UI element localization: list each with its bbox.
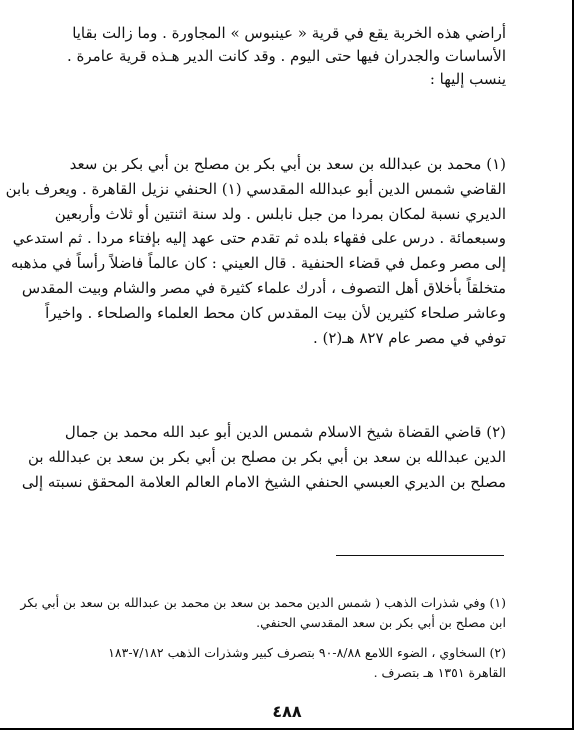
- text-line: متخلقاً بأخلاق أهل التصوف ، أدرك علماء كثيرة في مصر والشام وبيت المقدس: [21, 278, 506, 297]
- text-line: الدين عبدالله بن سعد بن أبي بكر بن مصلح بن أبي بكر بن سعد بن عبدالله بن: [27, 447, 506, 466]
- text-line: أراضي هذه الخربة يقع في قرية « عينبوس » المجاورة . وما زالت بقايا: [72, 24, 506, 42]
- footnote-2: [70, 643, 506, 683]
- footnote-line: (١) وفي شذرات الذهب ( شمس الدين محمد بن سعد بن محمد بن عبدالله بن سعد بن أبي بكر: [20, 595, 506, 610]
- footnote-line: (٢) السخاوي ، الضوء اللامع ٨/٨٨-٩٠ بتصرف كبير وشذرات الذهب ٧/١٨٢-١٨٣: [108, 645, 506, 660]
- footnote-line: القاهرة ١٣٥١ هـ بتصرف .: [373, 665, 506, 680]
- text-line: الأساسات والجدران فيها حتى اليوم . وقد كانت الدير هـذه قرية عامرة .: [67, 47, 506, 65]
- text-line: ينسب إليها :: [429, 70, 506, 88]
- text-line: مصلح بن الديري العبسي الحنفي الشيخ الامام العالم العلامة المحقق نسبته إلى: [21, 472, 506, 491]
- text-line: (٢) قاضي القضاة شيخ الاسلام شمس الدين أبو عبد الله محمد بن جمال: [64, 423, 506, 441]
- page-number: ٤٨٨: [272, 702, 302, 721]
- text-line: القاضي شمس الدين أبو عبدالله المقدسي (١) الحنفي نزيل القاهرة . ويعرف بابن: [5, 179, 506, 198]
- biography-entry-1: [5, 152, 506, 350]
- intro-paragraph: [67, 22, 506, 91]
- footnote-1: [20, 593, 506, 633]
- text-line: (١) محمد بن عبدالله بن سعد بن أبي بكر بن مصلح بن أبي بكر بن سعد: [69, 155, 506, 173]
- text-line: الديري نسبة لمكان بمردا من جبل نابلس . ولد سنة اثنتين أو ثلاث وأربعين: [54, 204, 506, 223]
- footnote-line: ابن مصلح بن أبي بكر بن سعد المقدسي الحنفي.: [256, 615, 506, 630]
- text-line: وعاشر صلحاء كثيرين لأن بيت المقدس كان محط العلماء والصلحاء . واخيراً: [45, 303, 506, 322]
- biography-entry-2: [21, 420, 506, 494]
- footnote-divider: [336, 555, 504, 556]
- text-line: وسبعمائة . درس على فقهاء بلده ثم تقدم حتى عهد إليه بإفتاء مردا . ثم استدعي: [12, 229, 506, 248]
- text-line: إلى مصر وعمل في قضاء الحنفية . قال العيني : كان عالماً فاضلاً رأساً في مذهبه: [11, 254, 506, 273]
- text-line: توفي في مصر عام ٨٢٧ هـ(٢) .: [312, 328, 506, 347]
